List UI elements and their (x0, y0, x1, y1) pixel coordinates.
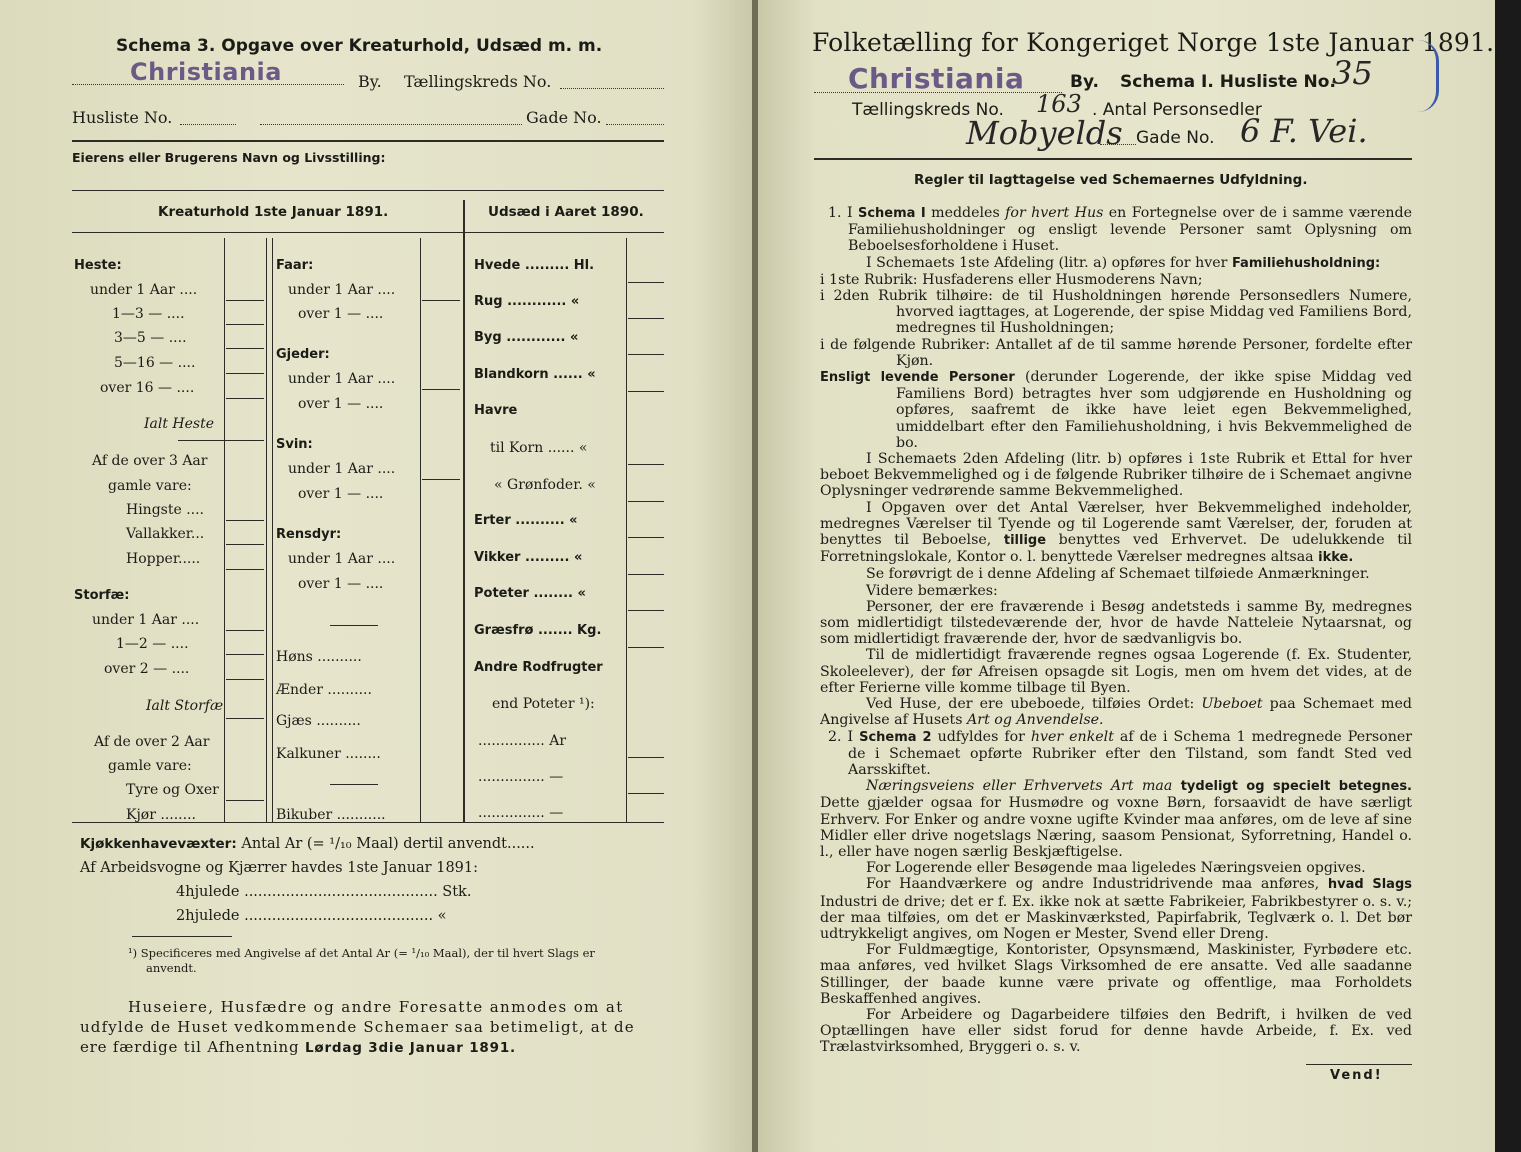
udsaed-value-line (628, 574, 664, 575)
heste-row-3: 3—5 — .... (114, 330, 187, 346)
notice-line-3a: ere færdige til Afhentning (80, 1038, 300, 1056)
kjor: Kjør ........ (126, 807, 196, 823)
ar-line: ............... Ar (478, 733, 567, 749)
storfae-row-2: 1—2 — .... (116, 636, 189, 652)
heste-row-4: 5—16 — .... (114, 355, 196, 371)
faar-value-line (422, 300, 460, 301)
heste-label: Heste: (74, 258, 122, 273)
heste-value-line (226, 348, 264, 349)
vend-rule (1306, 1064, 1412, 1065)
city-dotted-line-right (814, 92, 1062, 93)
ialt-storfae: Ialt Storfæ (146, 698, 224, 714)
rensdyr-label: Rensdyr: (276, 527, 342, 542)
udsaed-value-line (628, 610, 664, 611)
ialt-storfae-line (226, 718, 264, 719)
udsaed-value-line (628, 391, 664, 392)
vallakker: Vallakker... (126, 526, 205, 542)
footnote-line-2: anvendt. (146, 961, 197, 975)
arbeid-label: Af Arbeidsvogne og Kjærrer (80, 860, 287, 876)
storfae-value-line (226, 630, 264, 631)
heste-row-1: under 1 Aar .... (90, 282, 198, 298)
blandkorn: Blandkorn ...... « (474, 367, 596, 382)
col2-short-line (330, 784, 378, 785)
storfae-label: Storfæ: (74, 588, 130, 603)
left-page-schema-3 (0, 0, 752, 1152)
col1-value-left (224, 238, 225, 822)
svin-label: Svin: (276, 437, 313, 452)
gade-label-right: Gade No. (1136, 128, 1215, 148)
gjeder-label: Gjeder: (276, 347, 330, 362)
dash-line-1: ............... — (478, 769, 564, 785)
udsaed-value-line (628, 318, 664, 319)
krets-dotted-line (560, 88, 664, 89)
footnote-rule (132, 936, 232, 937)
erter: Erter .......... « (474, 513, 578, 528)
heste-value-line (226, 300, 264, 301)
kalkuner: Kalkuner ........ (276, 746, 381, 762)
rules-title: Regler til Iagttagelse ved Schemaernes Udfyldning. (914, 172, 1308, 188)
city-dotted-line (72, 84, 344, 85)
by-label-left: By. (358, 72, 382, 91)
poteter: Poteter ........ « (474, 586, 586, 601)
storfae-row-1: under 1 Aar .... (92, 612, 200, 628)
husliste-label-left: Husliste No. (72, 108, 173, 127)
hopper: Hopper..... (126, 551, 201, 567)
tyre-line (226, 800, 264, 801)
til-korn: til Korn ...... « (490, 440, 588, 456)
hingste: Hingste .... (126, 502, 205, 518)
udsaed-value-line (628, 757, 664, 758)
heste-value-line (226, 324, 264, 325)
notice-line-1: Huseiere, Husfædre og andre Foresatte anmodes om at (128, 998, 624, 1016)
gamle-vare-storfae: gamle vare: (108, 758, 192, 774)
husliste-number: 35 (1332, 54, 1373, 92)
by-label-right: By. (1070, 72, 1099, 92)
vallakker-line (226, 544, 264, 545)
byg: Byg ............ « (474, 330, 579, 345)
footnote-line-1: ¹) Specificeres med Angivelse af det Antal Ar (= ¹/₁₀ Maal), der til hvert Slags er (128, 946, 595, 960)
svin-row-2: over 1 — .... (298, 486, 384, 502)
col2-value-left (420, 238, 421, 822)
storfae-value-line (226, 679, 264, 680)
storfae-row-3: over 2 — .... (104, 661, 190, 677)
storfae-value-line (226, 654, 264, 655)
city-stamp-left: Christiania (130, 58, 282, 86)
andre-rodfrugter: Andre Rodfrugter (474, 660, 603, 675)
notice-line-3 (80, 1038, 516, 1056)
krets-number: 163 (1036, 90, 1082, 118)
hons: Høns .......... (276, 649, 362, 665)
hvede: Hvede ......... Hl. (474, 258, 595, 273)
table-main-divider (463, 200, 465, 822)
kjokken-row (80, 836, 535, 852)
af-over-3-aar: Af de over 3 Aar (92, 453, 208, 469)
header-rule (72, 140, 664, 142)
krets-label-left: Tællingskreds No. (404, 72, 552, 91)
hvede-row (474, 258, 594, 273)
col1-value-right (266, 238, 267, 822)
kjokken-rest: Antal Ar (= ¹/₁₀ Maal) dertil anvendt...... (241, 836, 535, 852)
census-title: Folketælling for Kongeriget Norge 1ste Januar 1891. (812, 28, 1495, 57)
city-stamp-right: Christiania (848, 62, 1025, 95)
right-header-rule (814, 158, 1412, 160)
street-dotted-line (260, 124, 522, 125)
svin-value-line (422, 479, 460, 480)
end-poteter: end Poteter ¹): (492, 696, 595, 712)
gamle-vare-heste: gamle vare: (108, 478, 192, 494)
havre: Havre (474, 403, 518, 418)
bikuber: Bikuber ........... (276, 807, 386, 823)
rules-body: 1. I Schema I meddeles for hvert Hus en Fortegnelse over de i samme værende Familiehusholdninger og ensligt levende Personer samt Oplysning om Beboelsesforholdene i Huset. I Schemaets 1ste Afdeling (litr. a) opføres for hver Familiehusholdning: i 1ste Rubrik: Husfaderens eller Husmoderens Navn; i 2den Rubrik tilhøire: de til Husholdningen hørende Personsedlers Numere, hvorved iagttages, at Logerende, der spise Middag ved Familiens Bord, medregnes til Husholdningen; i de følgende Rubriker: Antallet af de til samme hørende Personer, fordelte efter Kjøn. Ensligt levende Personer (derunder Logerende, der ikke spise Middag ved Familiens Bord) betragtes hver som udgjørende en Husholdning og opføres, saafremt de ikke have leiet egen Bekvemmelighed, umiddelbart efter den Familiehusholdning, i hvis Bekvemmelighed de bo. I Schemaets 2den Afdeling (litr. b) opføres i 1ste Rubrik et Ettal for hver beboet Bekvemmelighed og i de følgende Rubriker tilhøire de i Schemaet angivne Oplysninger vedrørende samme Bekvemmelighed. I Opgaven over det Antal Værelser, hver Bekvemmelighed indeholder, medregnes Værelser til Tyende og til Logerende samt Værelser, der, foruden at benyttes til Beboelse, tillige benyttes ved Erhvervet. De udelukkende til Forretningslokale, Kontor o. l. benyttede Værelser medregnes altsaa ikke. Se forøvrigt de i denne Afdeling af Schemaet tilføiede Anmærkninger. Videre bemærkes: Personer, der ere fraværende i Besøg andetsteds i samme By, medregnes som midlertidigt tilstedeværende der, hvor de havde Natteleie Nytaarsnat, og som midlertidigt fraværende der, hvor de sædvanligvis bo. Til de midlertidigt fraværende regnes ogsaa Logerende (f. Ex. Studenter, Skoleelever), der før Afreisen opsagde sit Logis, men om hvem det vides, at de efter Ferierne ville komme tilbage til Byen. Ved Huse, der ere ubeboede, tilføies Ordet: Ubeboet paa Schemaet med Angivelse af Husets Art og Anvendelse. 2. I Schema 2 udfyldes for hver enkelt af de i Schema 1 medregnede Personer de i Schemaet opførte Rubriker efter den Tilstand, som fandt Sted ved Aarsskiftet. Næringsveiens eller Erhvervets Art maa tydeligt og specielt betegnes. Dette gjælder ogsaa for Husmødre og voxne Børn, forsaavidt de have særligt Erhverv. For Enker og andre voxne ugifte Kvinder maa anføres, om de leve af sine Midler eller drive nogetslags Næring, saasom Pensionat, Syforretning, Handel o. l., eller have nogen særlig Beskjæftigelse. For Logerende eller Besøgende maa ligeledes Næringsveien opgives. For Haandværkere og andre Industridrivende maa anføres, hvad Slags Industri de drive; det er f. Ex. ikke nok at sætte Fabrikeier, Fabrikbestyrer o. s. v.; der maa tilføies, om det er Maskinværksted, Papirfabrik, Teglværk o. l. Det bør udtrykkeligt angives, om Nogen er Mester, Svend eller Dreng. For Fuldmægtige, Kontorister, Opsynsmænd, Maskinister, Fyrbødere etc. maa anføres, ved hvilket Slags Virksomhed de ere ansatte. Ved alle saadanne Stillinger, der baade kunne være private og offentlige, maa Forholdets Beskaffenhed angives. For Arbeidere og Dagarbeidere tilføies den Bedrift, i hvilken de ved Optællingen have eller sidst forud for denne havde Arbeide, f. Ex. ved Trælastvirksomhed, Bryggeri o. s. v. (820, 205, 1413, 1056)
hopper-line (226, 569, 264, 570)
heste-row-2: 1—3 — .... (112, 306, 185, 322)
dash-line-2: ............... — (478, 805, 564, 821)
gronfoder: « Grønfoder. « (494, 477, 596, 493)
udsaed-value-line (628, 354, 664, 355)
rensdyr-row-2: over 1 — .... (298, 576, 384, 592)
heste-row-5: over 16 — .... (100, 380, 195, 396)
ialt-heste-line (178, 440, 264, 441)
gjeder-value-line (422, 389, 460, 390)
rensdyr-row-1: under 1 Aar .... (288, 551, 396, 567)
col2-short-line (330, 625, 378, 626)
hjul4: 4hjulede .......................................... Stk. (176, 884, 472, 900)
udsaed-value-line (628, 464, 664, 465)
tyre-og-oxer: Tyre og Oxer (126, 782, 219, 798)
schema-3-title: Schema 3. Opgave over Kreaturhold, Udsæd m. m. (116, 36, 603, 56)
ialt-heste: Ialt Heste (144, 416, 215, 432)
heste-value-line (226, 398, 264, 399)
udsaed-value-line (628, 501, 664, 502)
rug: Rug ............ « (474, 294, 580, 309)
udsaed-header: Udsæd i Aaret 1890. (488, 204, 644, 220)
col2-left (272, 238, 273, 822)
heste-value-line (226, 373, 264, 374)
street-dotted-line-right (1100, 144, 1136, 145)
kjokken-label: Kjøkkenhavevæxter: (80, 836, 237, 852)
faar-row-1: under 1 Aar .... (288, 282, 396, 298)
vikker: Vikker ......... « (474, 550, 583, 565)
ender: Ænder .......... (276, 682, 372, 698)
husliste-label-right: Schema I. Husliste No. (1120, 72, 1336, 92)
udsaed-value-line (628, 537, 664, 538)
udsaed-value-line (628, 793, 664, 794)
arbeid-row (80, 860, 478, 876)
gade-dotted-line (606, 124, 664, 125)
af-over-2-aar: Af de over 2 Aar (94, 734, 210, 750)
hjul2: 2hjulede ......................................... « (176, 908, 447, 924)
col3-value-left (626, 238, 627, 822)
street-name-handwritten: Mobyelds (966, 114, 1123, 152)
svin-row-1: under 1 Aar .... (288, 461, 396, 477)
graesfro: Græsfrø ....... Kg. (474, 623, 602, 638)
blue-pencil-bracket (1418, 40, 1439, 112)
udsaed-value-line (628, 282, 664, 283)
vend-label: Vend! (1330, 1068, 1383, 1083)
notice-line-2: udfylde de Huset vedkommende Schemaer saa betimeligt, at de (80, 1018, 635, 1036)
faar-label: Faar: (276, 258, 314, 273)
gjaes: Gjæs .......... (276, 713, 361, 729)
faar-row-2: over 1 — .... (298, 306, 384, 322)
eier-label: Eierens eller Brugerens Navn og Livsstilling: (72, 150, 386, 165)
gade-number-handwritten: 6 F. Vei. (1240, 112, 1368, 150)
hingste-line (226, 520, 264, 521)
gjeder-row-2: over 1 — .... (298, 396, 384, 412)
kreatur-header: Kreaturhold 1ste Januar 1891. (158, 204, 389, 220)
antal-personsedler-label: . Antal Personsedler (1092, 100, 1262, 120)
table-header-rule (72, 232, 664, 233)
udsaed-value-line (628, 647, 664, 648)
gade-label-left: Gade No. (526, 108, 602, 127)
table-top-rule (72, 190, 664, 191)
husliste-dotted-line (180, 124, 236, 125)
gjeder-row-1: under 1 Aar .... (288, 371, 396, 387)
krets-label-right: Tællingskreds No. (852, 100, 1004, 120)
arbeid-rest: havdes 1ste Januar 1891: (291, 860, 479, 876)
notice-deadline: Lørdag 3die Januar 1891. (305, 1040, 516, 1056)
